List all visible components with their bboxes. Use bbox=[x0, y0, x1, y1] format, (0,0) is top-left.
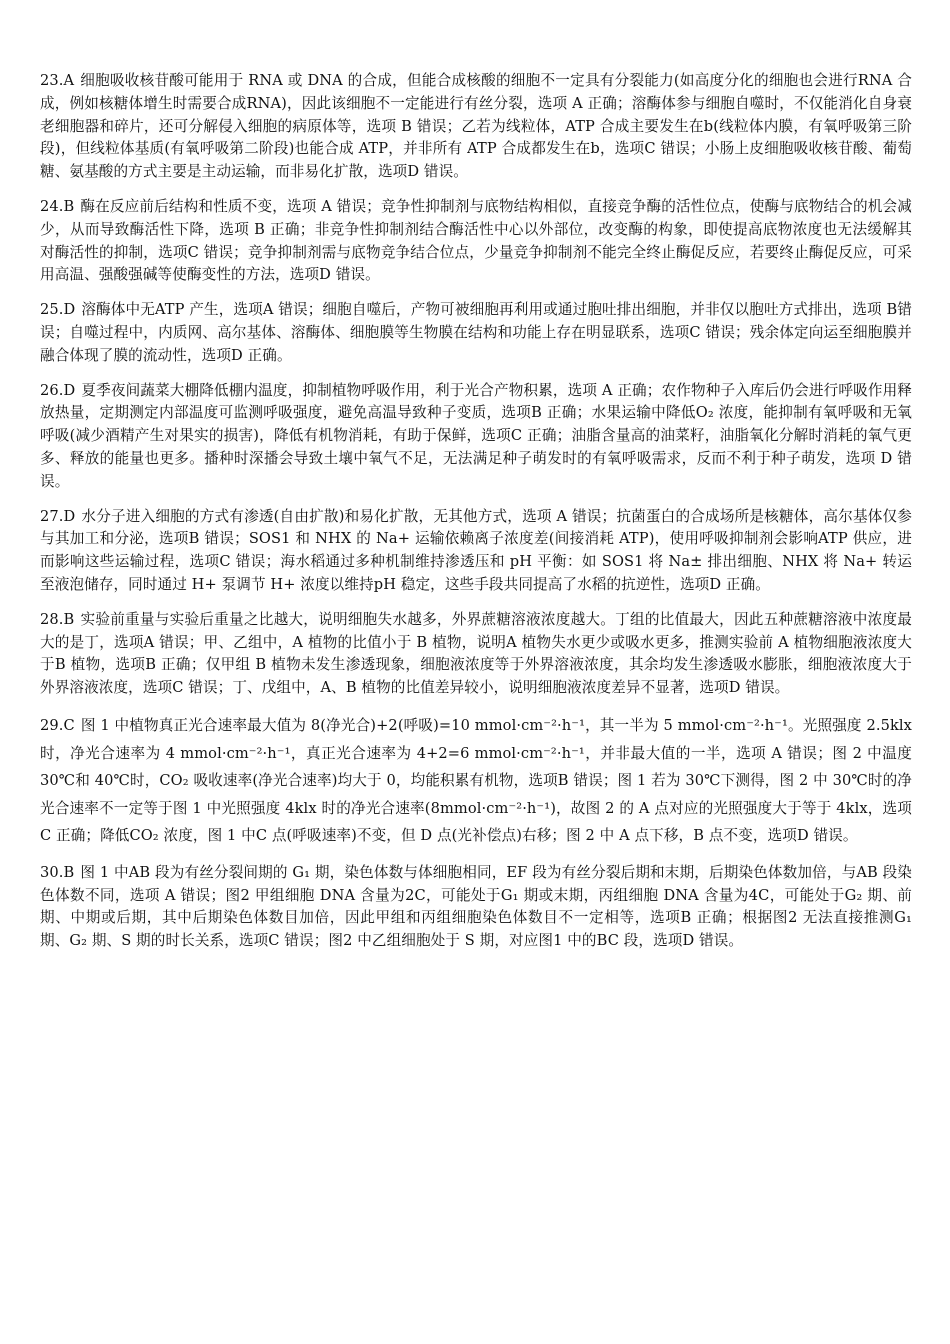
answer-number: 28.B bbox=[40, 610, 75, 628]
answer-text: 细胞吸收核苷酸可能用于 RNA 或 DNA 的合成，但能合成核酸的细胞不一定具有分裂能力(如高度分化的细胞也会进行RNA 合成，例如核糖体增生时需要合成RNA)，因此该细胞不一定能进行有丝分裂，选项 A 正确；溶酶体参与细胞自噬时，不仅能消化自身衰老细胞器和碎片，还可分解侵入细胞的病原体等，选项 B 错误；乙若为线粒体，ATP 合成主要发生在b(线粒体内膜，有氧呼吸第三阶段)，但线粒体基质(有氧呼吸第二阶段)也能合成 ATP，并非所有 ATP 合成都发生在b，选项C 错误；小肠上皮细胞吸收核苷酸、葡萄糖、氨基酸的方式主要是主动运输，而非易化扩散，选项D 错误。 bbox=[40, 72, 912, 181]
answer-number: 29.C bbox=[40, 716, 75, 734]
answer-29 bbox=[40, 712, 912, 850]
answer-text: 酶在反应前后结构和性质不变，选项 A 错误；竞争性抑制剂与底物结构相似，直接竞争酶的活性位点，使酶与底物结合的机会减少，从而导致酶活性下降，选项 B 正确；非竞争性抑制剂结合酶活性中心以外部位，改变酶的构象，即使提高底物浓度也无法缓解其对酶活性的抑制，选项C 错误；竞争抑制剂需与底物竞争结合位点，少量竞争抑制剂不能完全终止酶促反应，若要终止酶促反应，可采用高温、强酸强碱等使酶变性的方法，选项D 错误。 bbox=[40, 197, 912, 284]
answer-28 bbox=[40, 609, 912, 700]
answer-23 bbox=[40, 70, 912, 184]
answer-26 bbox=[40, 380, 912, 494]
answer-24 bbox=[40, 196, 912, 287]
answer-number: 23.A bbox=[40, 72, 75, 89]
answer-25 bbox=[40, 299, 912, 367]
answer-27 bbox=[40, 506, 912, 597]
answer-text: 夏季夜间蔬菜大棚降低棚内温度，抑制植物呼吸作用，利于光合产物积累，选项 A 正确；农作物种子入库后仍会进行呼吸作用释放热量，定期测定内部温度可监测呼吸强度，避免高温导致种子变质，选项B 正确；水果运输中降低O₂ 浓度，能抑制有氧呼吸和无氧呼吸(减少酒精产生对果实的损害)，降低有机物消耗，有助于保鲜，选项C 正确；油脂含量高的油菜籽，油脂氧化分解时消耗的氧气更多、释放的能量也更多。播种时深播会导致土壤中氧气不足，无法满足种子萌发时的有氧呼吸需求，反而不利于种子萌发，选项 D 错误。 bbox=[40, 381, 913, 490]
answer-number: 26.D bbox=[40, 381, 76, 399]
answer-text: 图 1 中植物真正光合速率最大值为 8(净光合)+2(呼吸)=10 mmol·cm⁻²·h⁻¹，其一半为 5 mmol·cm⁻²·h⁻¹。光照强度 2.5klx 时，净光合速率为 4 mmol·cm⁻²·h⁻¹，真正光合速率为 4+2=6 mmol·cm⁻²·h⁻¹，并非最大值的一半，选项 A 错误；图 2 中温度 30℃和 40℃时，CO₂ 吸收速率(净光合速率)均大于 0，均能积累有机物，选项B 错误；图 1 若为 30℃下测得，图 2 中 30℃时的净光合速率不一定等于图 1 中光照强度 4klx 时的净光合速率(8mmol·cm⁻²·h⁻¹)，故图 2 的 A 点对应的光照强度大于等于 4klx，选项 C 正确；降低CO₂ 浓度，图 1 中C 点(呼吸速率)不变，但 D 点(光补偿点)右移；图 2 中 A 点下移，B 点不变，选项D 错误。 bbox=[40, 716, 912, 845]
answer-explanations bbox=[40, 70, 912, 965]
answer-number: 27.D bbox=[40, 507, 76, 525]
answer-text: 水分子进入细胞的方式有渗透(自由扩散)和易化扩散，无其他方式，选项 A 错误；抗菌蛋白的合成场所是核糖体，高尔基体仅参与其加工和分泌，选项B 错误；SOS1 和 NHX 的 Na+ 运输依赖离子浓度差(间接消耗 ATP)，使用呼吸抑制剂会影响ATP 供应，进而影响这些运输过程，选项C 错误；海水稻通过多种机制维持渗透压和 pH 平衡：如 SOS1 将 Na± 排出细胞、NHX 将 Na+ 转运至液泡储存，同时通过 H+ 泵调节 H+ 浓度以维持pH 稳定，这些手段共同提高了水稻的抗逆性，选项D 正确。 bbox=[40, 507, 912, 593]
answer-30 bbox=[40, 862, 912, 953]
answer-text: 溶酶体中无ATP 产生，选项A 错误；细胞自噬后，产物可被细胞再利用或通过胞吐排出细胞，并非仅以胞吐方式排出，选项 B错误；自噬过程中，内质网、高尔基体、溶酶体、细胞膜等生物膜在结构和功能上存在明显联系，选项C 错误；残余体定向运至细胞膜并融合体现了膜的流动性，选项D 正确。 bbox=[40, 301, 912, 364]
answer-number: 30.B bbox=[40, 863, 75, 881]
answer-text: 图 1 中AB 段为有丝分裂间期的 G₁ 期，染色体数与体细胞相同，EF 段为有丝分裂后期和末期，后期染色体数加倍，与AB 段染色体数不同，选项 A 错误；图2 甲组细胞 DNA 含量为2C，可能处于G₁ 期或末期，丙组细胞 DNA 含量为4C，可能处于G₂ 期、前期、中期或后期，其中后期染色体数目加倍，因此甲组和丙组细胞染色体数目不一定相等，选项B 正确；根据图2 无法直接推测G₁ 期、G₂ 期、S 期的时长关系，选项C 错误；图2 中乙组细胞处于 S 期，对应图1 中的BC 段，选项D 错误。 bbox=[40, 863, 912, 950]
answer-text: 实验前重量与实验后重量之比越大，说明细胞失水越多，外界蔗糖溶液浓度越大。丁组的比值最大，因此五种蔗糖溶液中浓度最大的是丁，选项A 错误；甲、乙组中，A 植物的比值小于 B 植物，说明A 植物失水更少或吸水更多，推测实验前 A 植物细胞液浓度大于B 植物，选项B 正确；仅甲组 B 植物未发生渗透现象，细胞液浓度等于外界溶液浓度，其余均发生渗透吸水膨胀，细胞液浓度大于外界溶液浓度，选项C 错误；丁、戊组中，A、B 植物的比值差异较小，说明细胞液浓度差异不显著，选项D 错误。 bbox=[40, 610, 912, 697]
answer-number: 24.B bbox=[40, 197, 75, 215]
answer-number: 25.D bbox=[40, 301, 76, 319]
